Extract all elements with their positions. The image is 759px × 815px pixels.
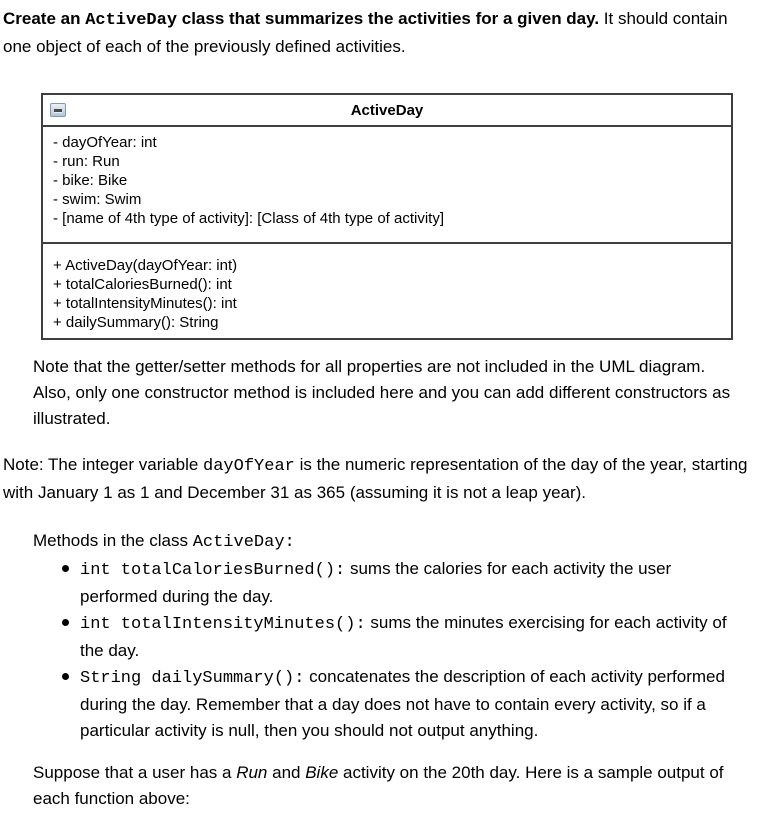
uml-field-dayofyear: - dayOfYear: int <box>53 134 157 151</box>
closing-mid: and <box>267 763 306 782</box>
note-dayofyear-after: is the numeric representation of the day of the year, starting with January 1 as 1 and December 31 as 365 (assuming it is not a leap year). <box>3 455 748 502</box>
bullet-icon <box>62 565 69 572</box>
closing-italic-run: Run <box>236 763 268 782</box>
methods-list <box>33 556 739 744</box>
bullet-code-totalcaloriesburned: int totalCaloriesBurned(): <box>80 561 346 580</box>
bullet-icon <box>62 619 69 626</box>
uml-method-dailysummary: + dailySummary(): String <box>53 314 219 331</box>
note-dayofyear-before: Note: The integer variable <box>3 455 204 474</box>
uml-field-fourth-activity: - [name of 4th type of activity]: [Class of 4th type of activity] <box>53 210 445 227</box>
list-item-totalintensityminutes <box>33 610 739 664</box>
uml-field-swim: - swim: Swim <box>53 191 142 208</box>
methods-heading-code: ActiveDay: <box>192 533 295 552</box>
collapse-icon[interactable] <box>50 103 66 117</box>
uml-header <box>43 95 731 127</box>
bullet-text-dailysummary: concatenates the description of each activity performed during the day. Remember that a day does not have to contain every activity, so if a particular activity is null, then you should not output anything. <box>80 667 725 740</box>
closing-paragraph <box>33 760 739 812</box>
note-dayofyear-paragraph <box>3 452 755 506</box>
minus-glyph <box>54 109 62 112</box>
bullet-icon <box>62 673 69 680</box>
intro-paragraph <box>3 6 751 60</box>
uml-method-totalcaloriesburned: + totalCaloriesBurned(): int <box>53 276 232 293</box>
uml-method-constructor: + ActiveDay(dayOfYear: int) <box>53 257 238 274</box>
note-dayofyear-code: dayOfYear <box>203 457 295 476</box>
uml-methods-section <box>43 244 731 338</box>
methods-heading-text: Methods in the class <box>33 531 193 550</box>
intro-bold-prefix: Create an <box>3 9 86 28</box>
bullet-text-totalintensityminutes: sums the minutes exercising for each activity of the day. <box>80 613 727 660</box>
closing-after: activity on the 20th day. Here is a sample output of each function above: <box>33 763 724 808</box>
note-getter-setter-paragraph: Note that the getter/setter methods for all properties are not included in the UML diagram. Also, only one constructor method is included here and you can add different constructors as illustrated. <box>33 357 731 428</box>
bullet-code-totalintensityminutes: int totalIntensityMinutes(): <box>80 615 366 634</box>
intro-bold-suffix: class that summarizes the activities for a given day. <box>177 9 600 28</box>
uml-class-name: ActiveDay <box>350 102 424 119</box>
closing-italic-bike: Bike <box>305 763 339 782</box>
uml-method-totalintensityminutes: + totalIntensityMinutes(): int <box>53 295 237 312</box>
bullet-text-totalcaloriesburned: sums the calories for each activity the user performed during the day. <box>80 559 672 606</box>
uml-fields-section <box>43 127 731 244</box>
list-item-totalcaloriesburned <box>33 556 739 610</box>
intro-classname-code: ActiveDay <box>85 11 178 30</box>
intro-regular-text: It should contain one object of each of the previously defined activities. <box>3 9 728 56</box>
uml-field-bike: - bike: Bike <box>53 172 128 189</box>
uml-field-run: - run: Run <box>53 153 120 170</box>
methods-heading <box>33 528 739 556</box>
closing-before: Suppose that a user has a <box>33 763 237 782</box>
list-item-dailysummary <box>33 664 739 744</box>
bullet-code-dailysummary: String dailySummary(): <box>80 669 305 688</box>
uml-class-diagram <box>41 93 733 340</box>
